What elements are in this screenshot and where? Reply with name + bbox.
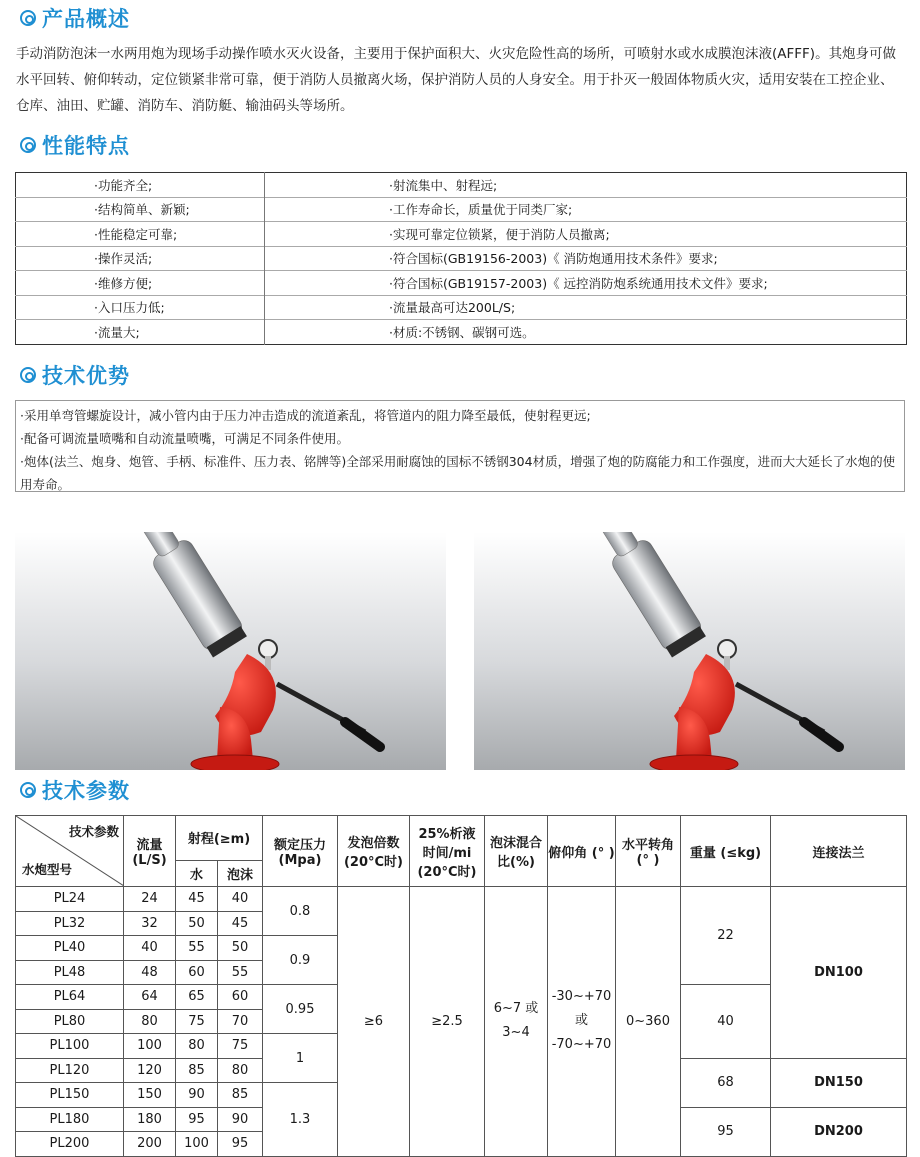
feature-item: ·流量最高可达200L/S;	[265, 295, 907, 320]
circle-bullet-icon	[20, 367, 36, 383]
model-cell: PL64	[16, 985, 124, 1010]
model-cell: PL100	[16, 1034, 124, 1059]
header-water: 水	[176, 860, 218, 886]
feature-item: ·符合国标(GB19156-2003)《 消防炮通用技术条件》要求;	[265, 246, 907, 271]
product-photo	[474, 532, 905, 770]
header-drain: 25%析液 时间/mi (20°C时)	[410, 816, 485, 887]
model-cell: PL150	[16, 1083, 124, 1108]
advantage-item: ·炮体(法兰、炮身、炮管、手柄、标准件、压力表、铭牌等)全部采用耐腐蚀的国标不锈钢304材质，增强了炮的防腐能力和工作强度，进而大大延长了水炮的使用寿命。	[20, 454, 896, 492]
foam-range-cell: 80	[218, 1058, 263, 1083]
advantages-title: 技术优势	[42, 364, 130, 388]
model-cell: PL200	[16, 1132, 124, 1157]
product-photo	[15, 532, 446, 770]
feature-item: ·材质:不锈钢、碳钢可选。	[265, 320, 907, 345]
fire-monitor-illustration	[474, 532, 905, 770]
params-table	[15, 815, 907, 1157]
model-cell: PL48	[16, 960, 124, 985]
corner-bottom-label: 水炮型号	[22, 862, 73, 877]
feature-item: ·性能稳定可靠;	[16, 222, 265, 247]
header-flow: 流量 (L/S)	[124, 816, 176, 887]
flow-cell: 64	[124, 985, 176, 1010]
water-range-cell: 65	[176, 985, 218, 1010]
flow-cell: 40	[124, 936, 176, 961]
circle-bullet-icon	[20, 137, 36, 153]
header-range: 射程(≥m)	[176, 816, 263, 861]
water-range-cell: 45	[176, 887, 218, 912]
flow-cell: 180	[124, 1107, 176, 1132]
params-heading	[20, 775, 130, 805]
pressure-cell: 0.9	[263, 936, 338, 985]
flow-cell: 150	[124, 1083, 176, 1108]
foam-range-cell: 60	[218, 985, 263, 1010]
feature-item: ·功能齐全;	[16, 173, 265, 198]
advantage-item: ·采用单弯管螺旋设计，减小管内由于压力冲击造成的流道紊乱，将管道内的阻力降至最低，使射程更远;	[20, 408, 591, 423]
advantages-box	[15, 400, 905, 492]
model-cell: PL180	[16, 1107, 124, 1132]
table-header-row	[16, 816, 907, 861]
advantage-item: ·配备可调流量喷嘴和自动流量喷嘴，可满足不同条件使用。	[20, 431, 349, 446]
flow-cell: 200	[124, 1132, 176, 1157]
water-range-cell: 80	[176, 1034, 218, 1059]
flange-cell: DN150	[771, 1058, 907, 1107]
feature-item: ·操作灵活;	[16, 246, 265, 271]
fire-monitor-illustration	[15, 532, 446, 770]
water-range-cell: 60	[176, 960, 218, 985]
circle-bullet-icon	[20, 782, 36, 798]
drain-cell: ≥2.5	[410, 887, 485, 1157]
table-row	[16, 320, 907, 345]
pressure-cell: 0.8	[263, 887, 338, 936]
flange-cell: DN100	[771, 887, 907, 1059]
foam-range-cell: 75	[218, 1034, 263, 1059]
header-pitch: 俯仰角 (° )	[548, 816, 616, 887]
header-foam: 泡沫	[218, 860, 263, 886]
circle-bullet-icon	[20, 10, 36, 26]
features-table	[15, 172, 907, 345]
water-range-cell: 50	[176, 911, 218, 936]
table-row	[16, 271, 907, 296]
overview-title: 产品概述	[42, 7, 130, 31]
mix-cell: 6~7 或 3~4	[485, 887, 548, 1157]
header-weight: 重量 (≤kg)	[681, 816, 771, 887]
model-cell: PL120	[16, 1058, 124, 1083]
model-cell: PL32	[16, 911, 124, 936]
weight-cell: 95	[681, 1107, 771, 1156]
feature-item: ·入口压力低;	[16, 295, 265, 320]
feature-item: ·维修方便;	[16, 271, 265, 296]
feature-item: ·射流集中、射程远;	[389, 177, 498, 193]
table-row	[16, 222, 907, 247]
table-row	[16, 197, 907, 222]
expansion-cell: ≥6	[338, 887, 410, 1157]
foam-range-cell: 85	[218, 1083, 263, 1108]
flow-cell: 48	[124, 960, 176, 985]
table-row	[16, 246, 907, 271]
weight-cell: 68	[681, 1058, 771, 1107]
water-range-cell: 75	[176, 1009, 218, 1034]
flow-cell: 80	[124, 1009, 176, 1034]
weight-cell: 22	[681, 887, 771, 985]
flange-cell: DN200	[771, 1107, 907, 1156]
flow-cell: 120	[124, 1058, 176, 1083]
features-title: 性能特点	[42, 134, 130, 158]
table-row	[16, 887, 907, 912]
flow-cell: 100	[124, 1034, 176, 1059]
corner-top-label: 技术参数	[68, 824, 119, 839]
foam-range-cell: 40	[218, 887, 263, 912]
foam-range-cell: 90	[218, 1107, 263, 1132]
foam-range-cell: 55	[218, 960, 263, 985]
water-range-cell: 55	[176, 936, 218, 961]
feature-item: ·结构简单、新颖;	[16, 197, 265, 222]
feature-item: ·实现可靠定位锁紧，便于消防人员撤离;	[265, 222, 907, 247]
weight-cell: 40	[681, 985, 771, 1059]
header-mix: 泡沫混合 比(%)	[485, 816, 548, 887]
foam-range-cell: 70	[218, 1009, 263, 1034]
foam-range-cell: 95	[218, 1132, 263, 1157]
model-cell: PL24	[16, 887, 124, 912]
corner-cell	[16, 816, 124, 887]
table-row	[16, 295, 907, 320]
flow-cell: 32	[124, 911, 176, 936]
feature-item: ·符合国标(GB19157-2003)《 远控消防炮系统通用技术文件》要求;	[265, 271, 907, 296]
params-title: 技术参数	[42, 779, 130, 803]
water-range-cell: 100	[176, 1132, 218, 1157]
features-heading	[20, 130, 130, 160]
header-flange: 连接法兰	[771, 816, 907, 887]
water-range-cell: 85	[176, 1058, 218, 1083]
rotation-cell: 0~360	[616, 887, 681, 1157]
model-cell: PL40	[16, 936, 124, 961]
foam-range-cell: 45	[218, 911, 263, 936]
pressure-cell: 0.95	[263, 985, 338, 1034]
feature-item: ·工作寿命长，质量优于同类厂家;	[265, 197, 907, 222]
feature-item: ·流量大;	[16, 320, 265, 345]
advantages-heading	[20, 360, 130, 390]
header-expansion: 发泡倍数 (20°C时)	[338, 816, 410, 887]
overview-text: 手动消防泡沫一水两用炮为现场手动操作喷水灭火设备，主要用于保护面积大、火灾危险性高的场所，可喷射水或水成膜泡沫液(AFFF)。其炮身可做水平回转、俯仰转动，定位锁紧非常可靠，便于消防人员撤离火场，保护消防人员的人身安全。用于扑灭一般固体物质火灾，适用安装在工控企业、仓库、油田、贮罐、消防车、消防艇、输油码头等场所。	[16, 46, 897, 114]
foam-range-cell: 50	[218, 936, 263, 961]
flow-cell: 24	[124, 887, 176, 912]
pressure-cell: 1.3	[263, 1083, 338, 1157]
header-pressure: 额定压力 (Mpa)	[263, 816, 338, 887]
model-cell: PL80	[16, 1009, 124, 1034]
water-range-cell: 90	[176, 1083, 218, 1108]
table-row	[16, 173, 907, 198]
pitch-cell: -30~+70 或 -70~+70	[548, 887, 616, 1157]
header-rotation: 水平转角 (° )	[616, 816, 681, 887]
water-range-cell: 95	[176, 1107, 218, 1132]
overview-heading	[20, 3, 130, 33]
pressure-cell: 1	[263, 1034, 338, 1083]
